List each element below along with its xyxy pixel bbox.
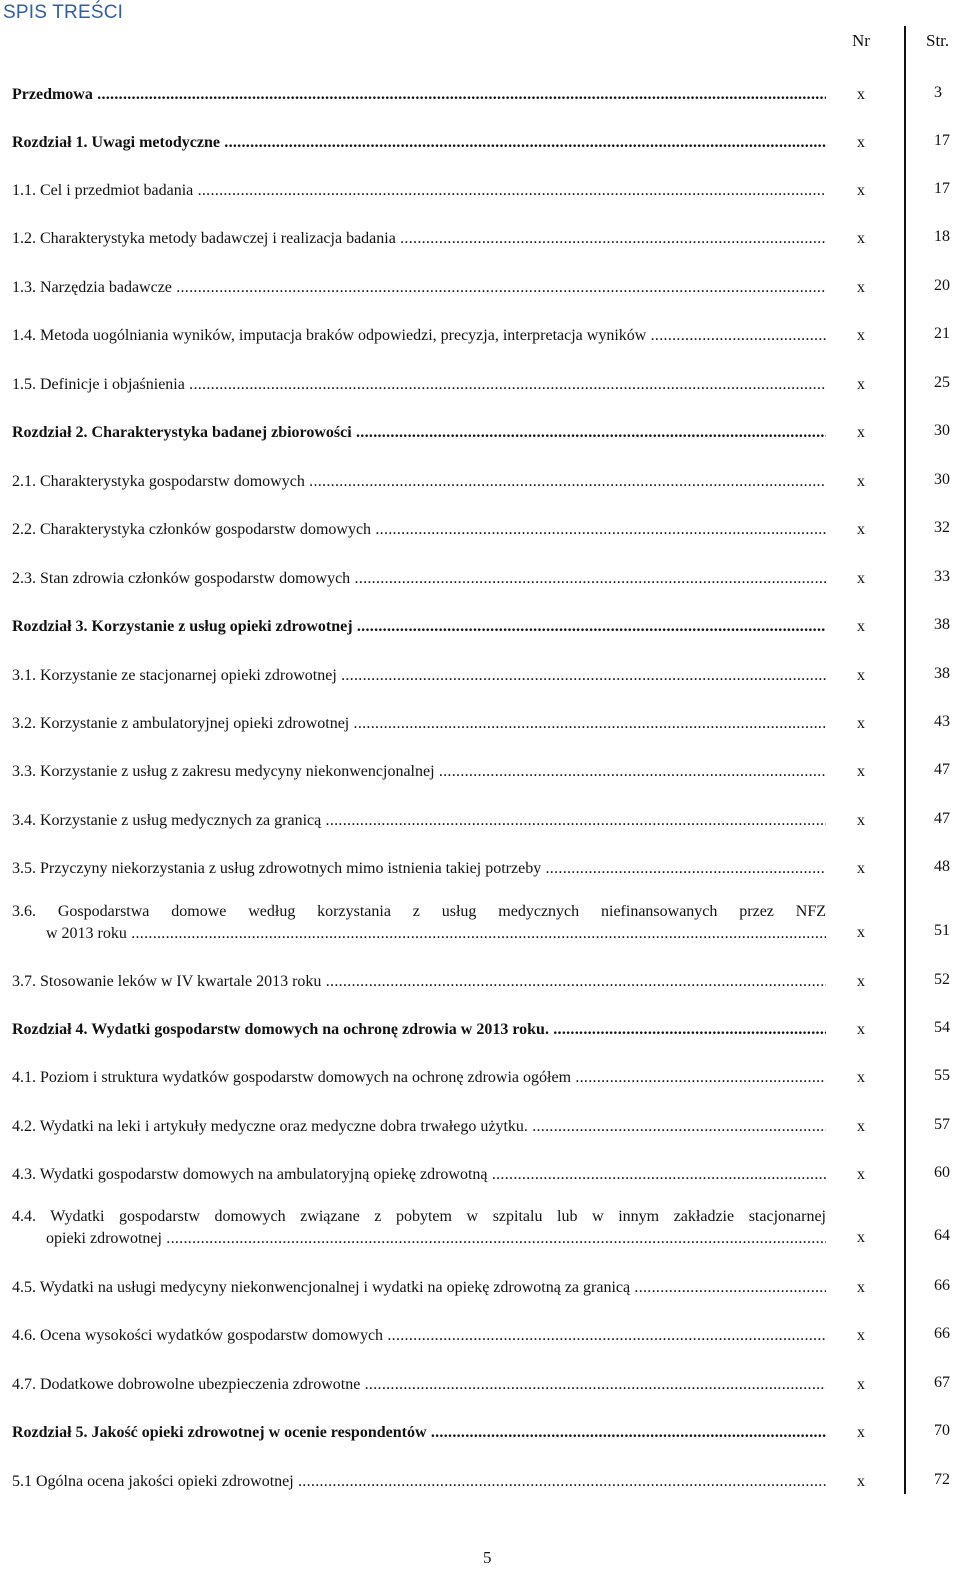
toc-entry[interactable] [12,180,826,202]
toc-entry-page: 43 [934,713,950,730]
toc-entry[interactable] [12,568,826,590]
dot-leader [383,1327,826,1344]
toc-entry-nr: x [857,618,865,635]
toc-entry[interactable] [12,1164,826,1186]
dot-leader [352,424,826,441]
toc-entry-nr: x [857,1424,865,1441]
toc-entry-title: 1.3. Narzędzia badawcze [12,279,172,296]
dot-leader [337,667,826,684]
toc-entry-nr: x [857,924,865,941]
toc-entry[interactable] [12,1206,826,1250]
toc-entry-nr: x [857,86,865,103]
toc-entry-page: 72 [934,1471,950,1488]
toc-entry-title: 3.6. Gospodarstwa domowe według korzystania z usług medycznych niefinansowanych przez NFZ [12,903,826,920]
toc-entry-title: 4.2. Wydatki na leki i artykuły medyczne oraz medyczne dobra trwałego użytku. [12,1118,528,1135]
toc-entry-nr: x [857,763,865,780]
dot-leader [541,860,826,877]
dot-leader [220,134,826,151]
toc-entry[interactable] [12,84,826,106]
dot-leader [371,521,826,538]
toc-entry-title: 3.3. Korzystanie z usług z zakresu medycyny niekonwencjonalnej [12,763,435,780]
toc-entry-page: 57 [934,1116,950,1133]
toc-entry-nr: x [857,134,865,151]
dot-leader [162,1230,826,1247]
toc-entry-page: 48 [934,858,950,875]
toc-entry[interactable] [12,471,826,493]
toc-entry-page: 47 [934,810,950,827]
toc-entry[interactable] [12,374,826,396]
toc-entry-title: Rozdział 3. Korzystanie z usług opieki zdrowotnej [12,618,353,635]
toc-entry-title: Rozdział 2. Charakterystyka badanej zbiorowości [12,424,352,441]
toc-entry-page: 30 [934,422,950,439]
toc-entry-page: 67 [934,1374,950,1391]
toc-entry-nr: x [857,1327,865,1344]
dot-leader [396,230,826,247]
toc-entry-page: 38 [934,665,950,682]
toc-entry-nr: x [857,521,865,538]
dot-leader [571,1069,826,1086]
toc-entry-nr: x [857,182,865,199]
dot-leader [528,1118,826,1135]
toc-entry[interactable] [12,858,826,880]
toc-entry-page: 17 [934,180,950,197]
toc-entry-nr: x [857,473,865,490]
toc-entry-page: 66 [934,1325,950,1342]
dot-leader [350,570,826,587]
dot-leader [549,1021,826,1038]
toc-entry-nr: x [857,1021,865,1038]
toc-entry-title: Przedmowa [12,86,93,103]
toc-entry-page: 21 [934,325,950,342]
toc-entry[interactable] [12,132,826,154]
toc-entry-title: 3.7. Stosowanie leków w IV kwartale 2013 roku [12,973,322,990]
page-number: 5 [483,1548,492,1567]
toc-entry-nr: x [857,1069,865,1086]
toc-entry[interactable] [12,519,826,541]
toc-entry[interactable] [12,1067,826,1089]
toc-entry[interactable] [12,616,826,638]
column-divider [904,26,906,1494]
toc-entry-nr: x [857,570,865,587]
toc-entry-nr: x [857,376,865,393]
toc-entry-title: Rozdział 5. Jakość opieki zdrowotnej w ocenie respondentów [12,1424,427,1441]
toc-entry[interactable] [12,971,826,993]
toc-entry-nr: x [857,1118,865,1135]
toc-entry-title: 5.1 Ogólna ocena jakości opieki zdrowotnej [12,1473,294,1490]
toc-entry-title: 1.4. Metoda uogólniania wyników, imputacja braków odpowiedzi, precyzja, interpretacja wyników [12,327,647,344]
toc-entry-page: 3 [934,84,942,101]
toc-entry[interactable] [12,1116,826,1138]
toc-entry-page: 17 [934,132,950,149]
toc-entry[interactable] [12,713,826,735]
dot-leader [127,925,826,942]
toc-entry[interactable] [12,761,826,783]
toc-entry[interactable] [12,1325,826,1347]
dot-leader [646,327,826,344]
dot-leader [172,279,826,296]
toc-entry[interactable] [12,1019,826,1041]
toc-entry-nr: x [857,1229,865,1246]
toc-entry-title: 4.5. Wydatki na usługi medycyny niekonwencjonalnej i wydatki na opiekę zdrowotną za granicą [12,1279,631,1296]
toc-entry-nr: x [857,230,865,247]
toc-entry-nr: x [857,1376,865,1393]
toc-entry-title: 4.1. Poziom i struktura wydatków gospodarstw domowych na ochronę zdrowia ogółem [12,1069,572,1086]
toc-entry-nr: x [857,1473,865,1490]
toc-entry-title: 2.2. Charakterystyka członków gospodarstw domowych [12,521,372,538]
toc-entry[interactable] [12,1374,826,1396]
column-header-nr: Nr [852,31,870,50]
toc-entry-nr: x [857,812,865,829]
toc-entry-nr: x [857,667,865,684]
toc-entry-nr: x [857,1279,865,1296]
toc-entry[interactable] [12,665,826,687]
toc-entry-title: 3.2. Korzystanie z ambulatoryjnej opieki zdrowotnej [12,715,350,732]
toc-entry-page: 60 [934,1164,950,1181]
toc-entry-title: 3.4. Korzystanie z usług medycznych za granicą [12,812,322,829]
toc-entry[interactable] [12,228,826,250]
toc-entry-title: 4.4. Wydatki gospodarstw domowych związane z pobytem w szpitalu lub w innym zakładzie stacjonarnej [12,1208,826,1225]
toc-entry[interactable] [12,325,826,347]
toc-entry-title: 3.1. Korzystanie ze stacjonarnej opieki zdrowotnej [12,667,337,684]
toc-entry-page: 55 [934,1067,950,1084]
toc-entry-page: 52 [934,971,950,988]
toc-entry[interactable] [12,422,826,444]
dot-leader [321,973,826,990]
dot-leader [321,812,826,829]
toc-entry-page: 30 [934,471,950,488]
toc-entry-title: Rozdział 4. Wydatki gospodarstw domowych na ochronę zdrowia w 2013 roku. [12,1021,549,1038]
toc-entry-page: 51 [934,922,950,939]
toc-entry-title: 1.5. Definicje i objaśnienia [12,376,185,393]
dot-leader [435,763,826,780]
toc-entry-page: 32 [934,519,950,536]
page-title: SPIS TREŚCI [3,2,124,23]
toc-entry-page: 38 [934,616,950,633]
toc-entry-title: 1.2. Charakterystyka metody badawczej i realizacja badania [12,230,396,247]
dot-leader [353,618,826,635]
toc-entry[interactable] [12,277,826,299]
dot-leader [305,473,826,490]
dot-leader [360,1376,826,1393]
toc-entry[interactable] [12,1422,826,1444]
toc-entry-title: 1.1. Cel i przedmiot badania [12,182,194,199]
toc-entry-page: 54 [934,1019,950,1036]
dot-leader [93,86,826,103]
dot-leader [427,1424,826,1441]
toc-entry-title-continued: w 2013 roku [46,925,127,942]
toc-entry-title: 4.3. Wydatki gospodarstw domowych na ambulatoryjną opiekę zdrowotną [12,1166,488,1183]
dot-leader [488,1166,826,1183]
toc-entry-nr: x [857,327,865,344]
toc-entry-page: 64 [934,1227,950,1244]
toc-entry-title: 4.6. Ocena wysokości wydatków gospodarstw domowych [12,1327,384,1344]
toc-entry-nr: x [857,715,865,732]
toc-entry[interactable] [12,1277,826,1299]
toc-entry-title: 4.7. Dodatkowe dobrowolne ubezpieczenia zdrowotne [12,1376,361,1393]
dot-leader [630,1279,826,1296]
toc-entry-page: 20 [934,277,950,294]
dot-leader [294,1473,826,1490]
toc-entry[interactable] [12,901,826,945]
toc-entry-page: 70 [934,1422,950,1439]
toc-entry-page: 33 [934,568,950,585]
toc-entry-page: 66 [934,1277,950,1294]
toc-entry-title: 2.3. Stan zdrowia członków gospodarstw domowych [12,570,351,587]
toc-entry-nr: x [857,424,865,441]
toc-entry[interactable] [12,1471,826,1493]
dot-leader [193,182,826,199]
toc-entry-nr: x [857,279,865,296]
toc-entry-page: 47 [934,761,950,778]
dot-leader [185,376,826,393]
dot-leader [349,715,826,732]
toc-entry-title: Rozdział 1. Uwagi metodyczne [12,134,220,151]
toc-entry-page: 18 [934,228,950,245]
toc-entry-nr: x [857,860,865,877]
toc-entry-page: 25 [934,374,950,391]
toc-entry-title: 2.1. Charakterystyka gospodarstw domowych [12,473,305,490]
toc-entry[interactable] [12,810,826,832]
column-header-page: Str. [926,31,950,50]
toc-entry-title: 3.5. Przyczyny niekorzystania z usług zdrowotnych mimo istnienia takiej potrzeby [12,860,542,877]
toc-entry-title-continued: opieki zdrowotnej [46,1230,162,1247]
toc-entry-nr: x [857,1166,865,1183]
toc-entry-nr: x [857,973,865,990]
